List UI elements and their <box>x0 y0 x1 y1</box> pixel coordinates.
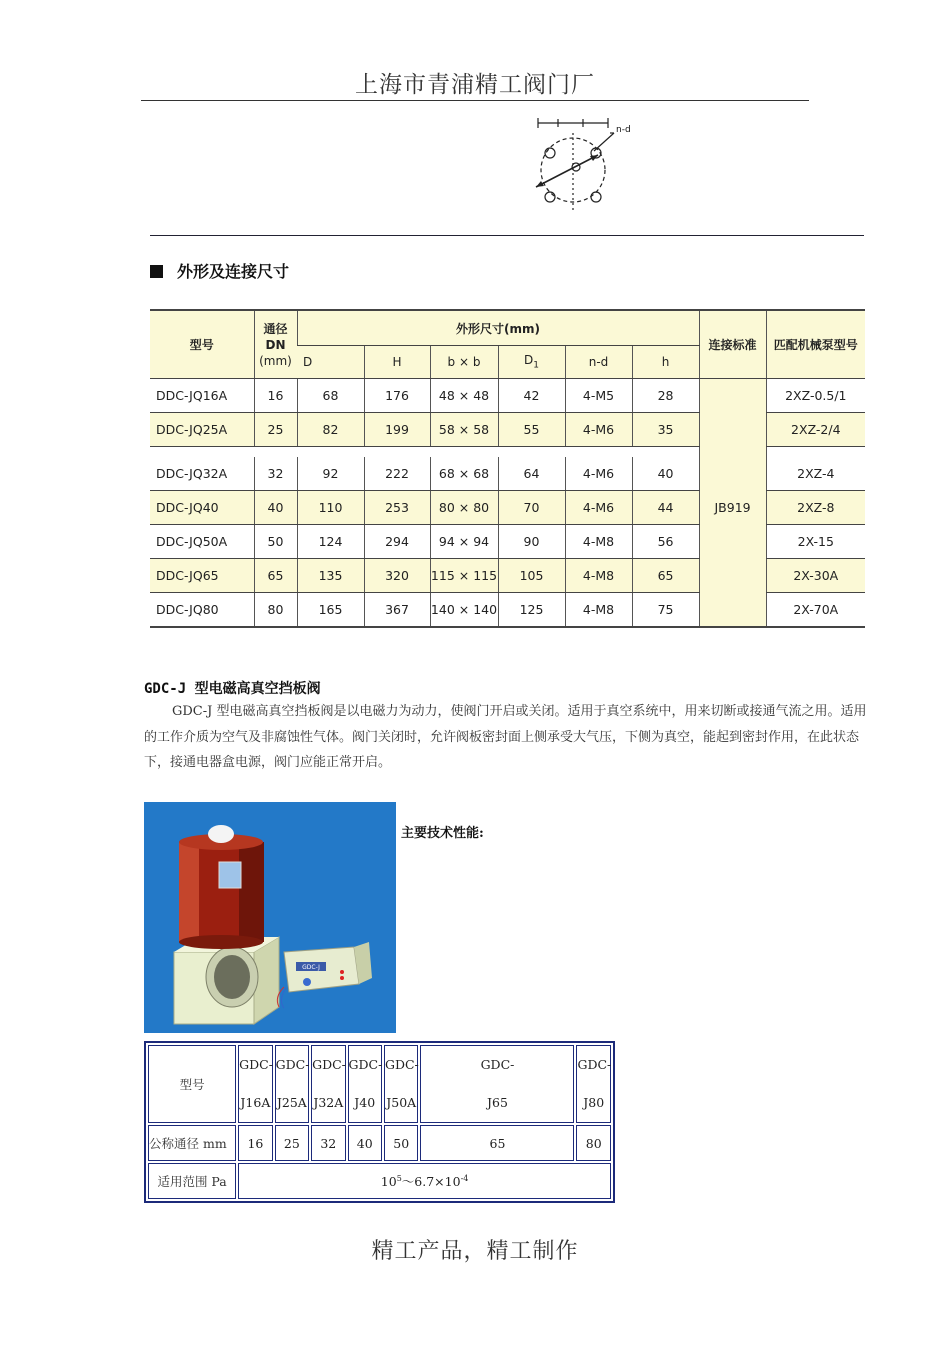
cell-connection-standard <box>699 379 766 413</box>
col-bxb: b × b <box>430 346 498 379</box>
cell-dn: 32 <box>254 457 297 491</box>
cell-connection-standard <box>699 525 766 559</box>
header-divider <box>141 100 809 101</box>
col-connection-standard: 连接标准 <box>699 310 766 379</box>
cell-nd: 4-M6 <box>565 457 632 491</box>
cell-pump: 2X-15 <box>766 525 865 559</box>
cell-D: 92 <box>297 457 364 491</box>
cell-nd: 4-M5 <box>565 379 632 413</box>
table-row <box>150 593 865 628</box>
col-nd: n-d <box>565 346 632 379</box>
spec-dn-cell: 32 <box>311 1125 345 1161</box>
cell-nd: 4-M8 <box>565 593 632 628</box>
section-title-text: 外形及连接尺寸 <box>177 262 290 281</box>
cell-h: 40 <box>632 457 699 491</box>
cell-model: DDC-JQ32A <box>150 457 254 491</box>
table-row <box>150 559 865 593</box>
col-h: h <box>632 346 699 379</box>
col-outline-dims: 外形尺寸(mm) <box>297 310 699 346</box>
table-row <box>150 413 865 447</box>
product-title: GDC-J 型电磁高真空挡板阀 <box>144 681 321 697</box>
cell-D1: 90 <box>498 525 565 559</box>
cell-model: DDC-JQ65 <box>150 559 254 593</box>
table-gap-row <box>150 447 865 458</box>
cell-D: 68 <box>297 379 364 413</box>
cell-D1: 125 <box>498 593 565 628</box>
flange-diagram <box>528 115 638 215</box>
table-row <box>150 525 865 559</box>
cell-nd: 4-M6 <box>565 491 632 525</box>
cell-H: 367 <box>364 593 430 628</box>
cell-bb: 80 × 80 <box>430 491 498 525</box>
spec-range-label: 适用范围 Pa <box>148 1163 236 1199</box>
col-matching-pump: 匹配机械泵型号 <box>766 310 865 379</box>
cell-pump: 2XZ-0.5/1 <box>766 379 865 413</box>
spec-model-cell: GDC- J16A <box>238 1045 272 1123</box>
cell-pump: 2X-70A <box>766 593 865 628</box>
cell-dn: 40 <box>254 491 297 525</box>
cell-model: DDC-JQ50A <box>150 525 254 559</box>
cell-model: DDC-JQ40 <box>150 491 254 525</box>
section-heading <box>150 259 289 282</box>
cell-bb: 140 × 140 <box>430 593 498 628</box>
cell-H: 294 <box>364 525 430 559</box>
cell-connection-standard <box>699 559 766 593</box>
cell-pump: 2XZ-8 <box>766 491 865 525</box>
cell-h: 44 <box>632 491 699 525</box>
col-model: 型号 <box>150 310 254 379</box>
cell-dn: 50 <box>254 525 297 559</box>
cell-nd: 4-M6 <box>565 413 632 447</box>
cell-bb: 68 × 68 <box>430 457 498 491</box>
cell-connection-standard <box>699 413 766 447</box>
cell-bb: 48 × 48 <box>430 379 498 413</box>
cell-dn: 65 <box>254 559 297 593</box>
cell-H: 199 <box>364 413 430 447</box>
cell-D1: 64 <box>498 457 565 491</box>
page-footer: 精工产品，精工制作 <box>371 1239 579 1264</box>
cell-nd: 4-M8 <box>565 525 632 559</box>
spec-model-cell: GDC- J50A <box>384 1045 418 1123</box>
cell-D1: 42 <box>498 379 565 413</box>
table-row <box>150 379 865 413</box>
cell-H: 253 <box>364 491 430 525</box>
spec-model-cell: GDC- J32A <box>311 1045 345 1123</box>
cell-D: 165 <box>297 593 364 628</box>
cell-D: 124 <box>297 525 364 559</box>
cell-h: 65 <box>632 559 699 593</box>
cell-nd: 4-M8 <box>565 559 632 593</box>
cell-h: 75 <box>632 593 699 628</box>
spec-model-cell: GDC- J65 <box>420 1045 574 1123</box>
cell-model: DDC-JQ25A <box>150 413 254 447</box>
cell-bb: 58 × 58 <box>430 413 498 447</box>
cell-D1: 105 <box>498 559 565 593</box>
cell-model: DDC-JQ80 <box>150 593 254 628</box>
spec-model-cell: GDC- J25A <box>275 1045 309 1123</box>
cell-D1: 55 <box>498 413 565 447</box>
spec-model-cell: GDC- J80 <box>576 1045 611 1123</box>
tech-performance-label: 主要技术性能: <box>401 826 484 841</box>
dimension-table <box>150 309 865 628</box>
nd-label: n-d <box>616 125 631 135</box>
square-bullet-icon <box>150 265 163 278</box>
spec-model-label: 型号 <box>148 1045 236 1123</box>
cell-connection-standard: JB919 <box>699 491 766 525</box>
cell-H: 176 <box>364 379 430 413</box>
product-description: GDC-J 型电磁高真空挡板阀是以电磁力为动力，使阀门开启或关闭。适用于真空系统中，用来切断或接通气流之用。适用的工作介质为空气及非腐蚀性气体。阀门关闭时，允许阀板密封面上侧承受大气压，下侧为真空，能起到密封作用，在此状态下，接通电器盒电源，阀门应能正常开启。 <box>144 704 867 770</box>
cell-D: 82 <box>297 413 364 447</box>
col-D1: $D_1$ <box>498 346 565 379</box>
spec-dn-cell: 16 <box>238 1125 272 1161</box>
cell-h: 35 <box>632 413 699 447</box>
spec-dn-cell: 50 <box>384 1125 418 1161</box>
cell-H: 222 <box>364 457 430 491</box>
col-dn: 通径 DN (mm) <box>254 310 297 379</box>
product-photo <box>144 802 396 1033</box>
cell-connection-standard <box>699 593 766 628</box>
cell-H: 320 <box>364 559 430 593</box>
cell-pump: 2XZ-4 <box>766 457 865 491</box>
cell-dn: 80 <box>254 593 297 628</box>
table-row <box>150 457 865 491</box>
cell-bb: 94 × 94 <box>430 525 498 559</box>
cell-h: 56 <box>632 525 699 559</box>
spec-dn-cell: 40 <box>348 1125 382 1161</box>
section-divider <box>150 235 864 236</box>
col-H: H <box>364 346 430 379</box>
cell-dn: 16 <box>254 379 297 413</box>
cell-connection-standard <box>699 457 766 491</box>
cell-dn: 25 <box>254 413 297 447</box>
table-row <box>150 491 865 525</box>
cell-D: 110 <box>297 491 364 525</box>
cell-D1: 70 <box>498 491 565 525</box>
cell-pump: 2X-30A <box>766 559 865 593</box>
spec-dn-cell: 25 <box>275 1125 309 1161</box>
cell-D: 135 <box>297 559 364 593</box>
cell-pump: 2XZ-2/4 <box>766 413 865 447</box>
spec-table <box>144 1041 615 1203</box>
cell-bb: 115 × 115 <box>430 559 498 593</box>
spec-dn-cell: 65 <box>420 1125 574 1161</box>
spec-dn-cell: 80 <box>576 1125 611 1161</box>
cell-model: DDC-JQ16A <box>150 379 254 413</box>
spec-range-value: $10^5\sim 6.7\times 10^{-4}$ <box>238 1163 611 1199</box>
cell-h: 28 <box>632 379 699 413</box>
spec-model-cell: GDC- J40 <box>348 1045 382 1123</box>
spec-dn-label: 公称通径 mm <box>148 1125 236 1161</box>
device-label: GDC-J <box>302 964 320 971</box>
col-D: D <box>297 346 364 379</box>
page-header-title: 上海市青浦精工阀门厂 <box>355 72 595 98</box>
